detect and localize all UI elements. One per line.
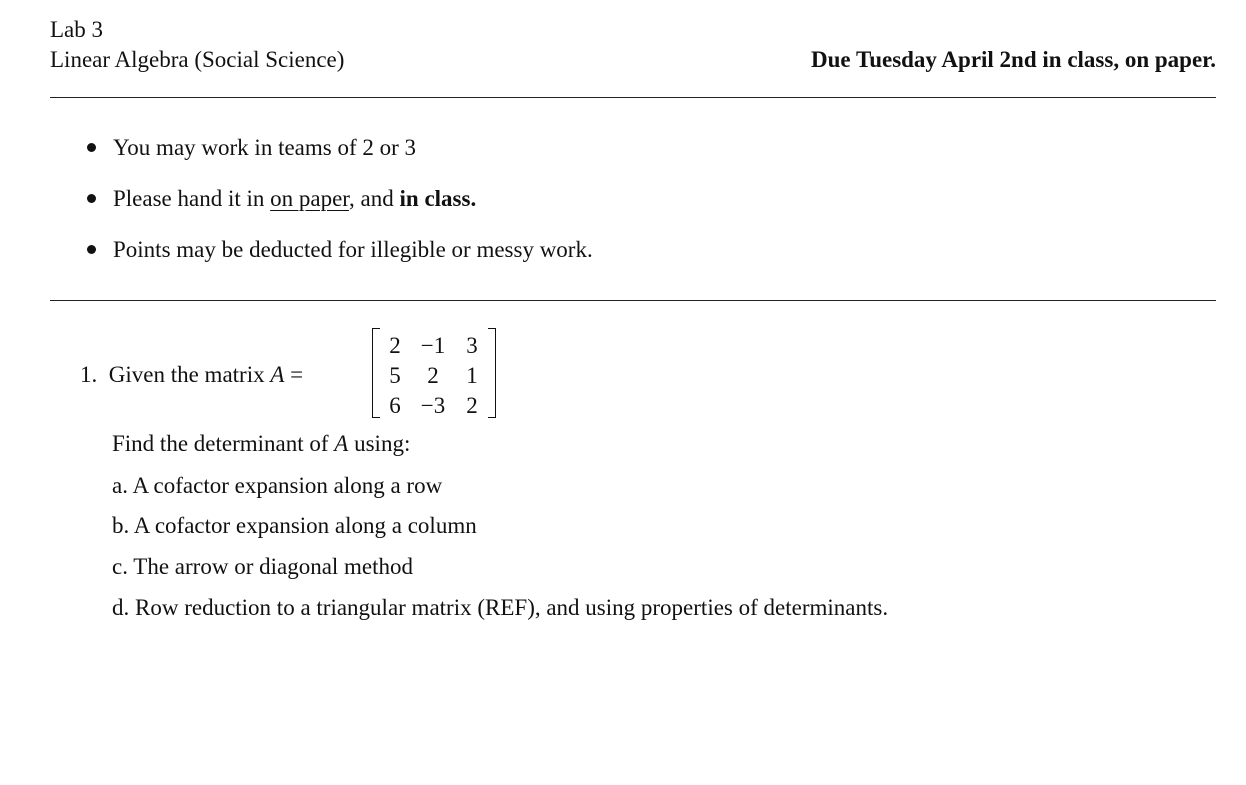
instruction-item (87, 187, 476, 210)
matrix-cell: 5 (389, 363, 401, 388)
matrix-A (372, 328, 496, 418)
part-c: c. The arrow or diagonal method (112, 554, 414, 579)
matrix-cell: 2 (389, 333, 401, 358)
matrix-cell: −3 (420, 393, 446, 418)
bullet-icon (87, 245, 96, 254)
problem-number: 1. (80, 362, 98, 387)
matrix-cell: 2 (466, 393, 478, 418)
problem-statement (80, 363, 303, 386)
divider (50, 300, 1216, 301)
matrix-cell: 6 (389, 393, 401, 418)
lab-title: Lab 3 (50, 17, 104, 42)
underlined-text: on paper (270, 186, 350, 211)
course-title: Linear Algebra (Social Science) (50, 47, 345, 72)
matrix-cell: −1 (420, 333, 446, 358)
bullet-icon (87, 143, 96, 152)
instruction-item (87, 238, 593, 261)
due-date: Due Tuesday April 2nd in class, on paper. (811, 47, 1216, 72)
instruction-item (87, 136, 416, 159)
matrix-cell: 3 (466, 333, 478, 358)
instruction-text: You may work in teams of 2 or 3 (113, 135, 417, 160)
instruction-text: Please hand it in (113, 186, 271, 211)
find-text: Find the determinant of (112, 431, 335, 456)
matrix-cell: 1 (466, 363, 478, 388)
equals-sign: = (284, 362, 304, 387)
instruction-text: Points may be deducted for illegible or messy work. (113, 237, 593, 262)
part-b: b. A cofactor expansion along a column (112, 513, 477, 538)
find-instruction (112, 432, 410, 455)
find-text: using: (348, 431, 411, 456)
matrix-variable: A (270, 362, 285, 387)
problem-intro: Given the matrix (108, 362, 271, 387)
part-d: d. Row reduction to a triangular matrix (REF), and using properties of determinants. (112, 595, 889, 620)
part-a: a. A cofactor expansion along a row (112, 473, 443, 498)
bold-text: in class. (399, 186, 477, 211)
bullet-icon (87, 194, 96, 203)
instruction-text: , and (349, 186, 400, 211)
matrix-variable: A (334, 431, 349, 456)
matrix-cell: 2 (427, 363, 439, 388)
divider (50, 97, 1216, 98)
